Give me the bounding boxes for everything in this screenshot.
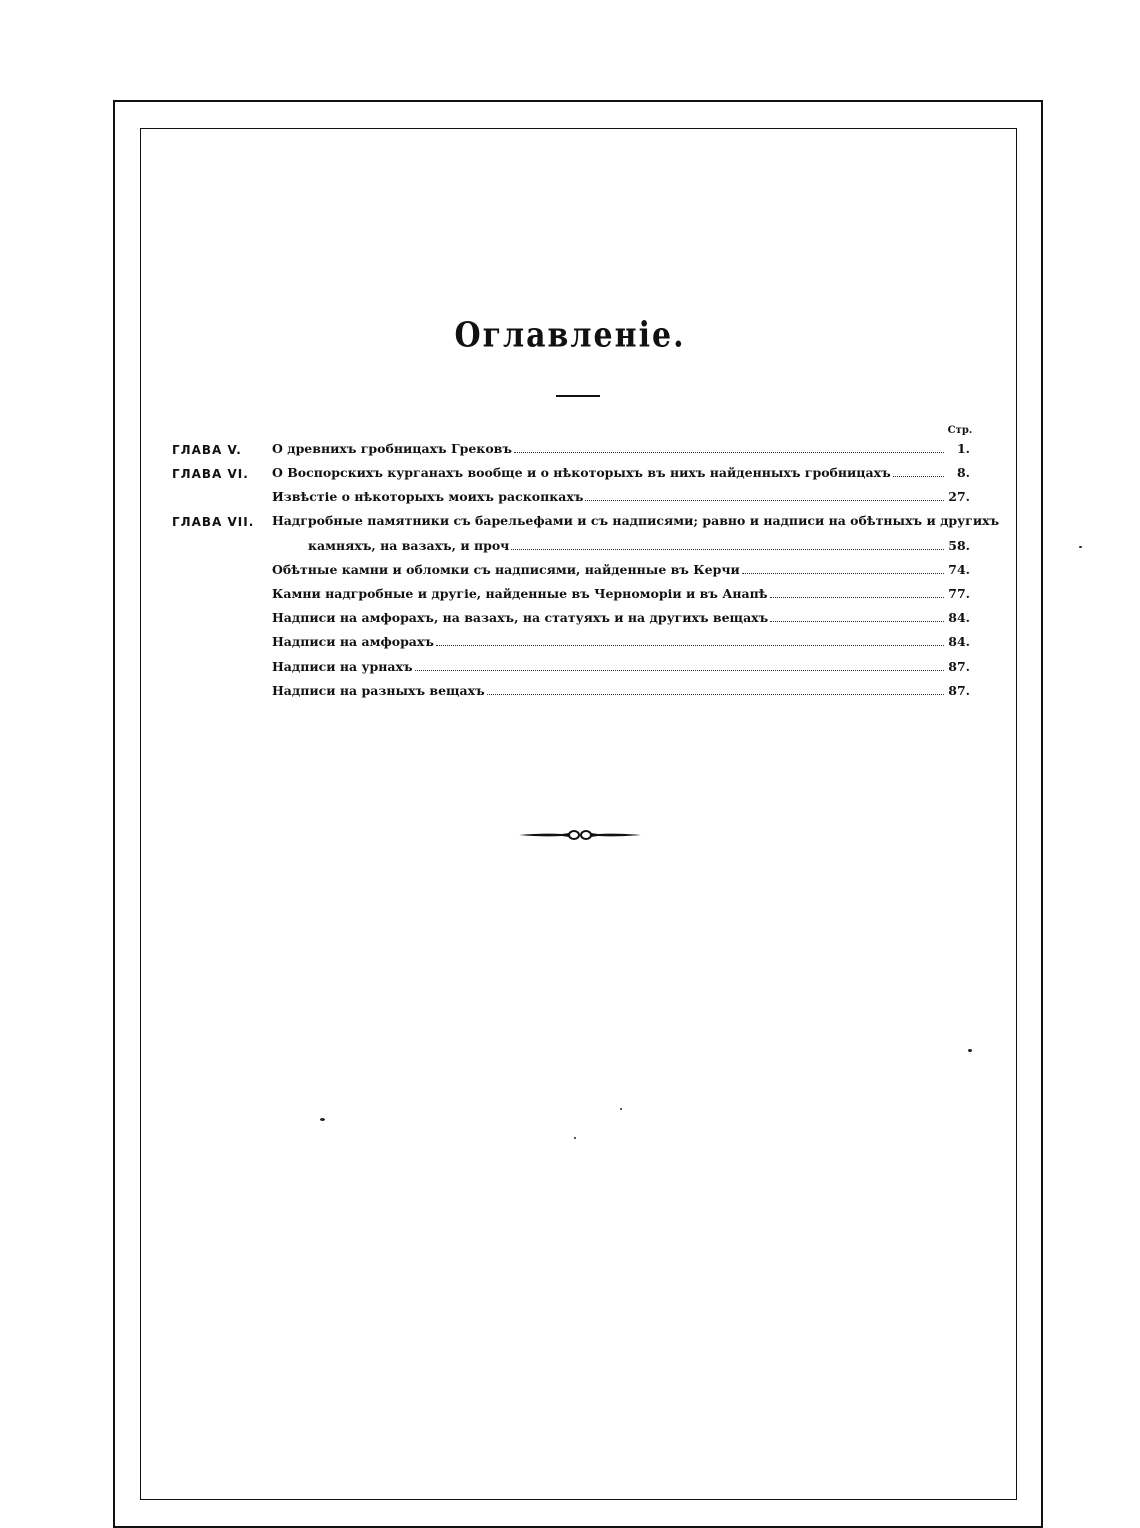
toc-entry-title: Надписи на амфорахъ, на вазахъ, на статуяхъ и на другихъ вещахъ: [272, 610, 769, 625]
leader-dots: [415, 659, 944, 671]
toc-entry: [272, 683, 970, 703]
toc-entry-page: 84.: [948, 610, 970, 625]
toc-entry-page: 8.: [956, 465, 970, 480]
toc-entry-title: Обѣтные камни и обломки съ надписями, найденные въ Керчи: [272, 562, 740, 577]
toc-entry: [272, 659, 970, 679]
leader-dots: [514, 441, 944, 453]
scan-speck: [574, 1137, 576, 1139]
toc-entry-title: Надгробные памятники съ барельефами и съ надписями; равно и надписи на обѣтныхъ и другихъ: [272, 513, 1000, 528]
toc-entry-page: 58.: [948, 538, 970, 553]
toc-entry-page: 74.: [948, 562, 970, 577]
leader-dots: [487, 683, 944, 695]
leader-dots: [770, 586, 944, 598]
leader-dots: [585, 489, 944, 501]
toc-entry: [272, 489, 970, 509]
ornament-divider: [517, 827, 643, 843]
toc-entry-title: Извѣстіе о нѣкоторыхъ моихъ раскопкахъ: [272, 489, 584, 504]
toc-entry: [272, 562, 970, 582]
scan-speck: [968, 1049, 972, 1052]
toc-entry: [272, 586, 970, 606]
page-column-label: Стр.: [947, 425, 973, 436]
toc-entry-page: 87.: [948, 683, 970, 698]
toc-entry-page: 84.: [948, 634, 970, 649]
toc-entry: [272, 465, 970, 485]
chapter-label: ГЛАВА VI.: [172, 467, 249, 481]
toc-entry-title: О древнихъ гробницахъ Грековъ: [272, 441, 512, 456]
scan-speck: [320, 1118, 325, 1121]
toc-entry-title: О Воспорскихъ курганахъ вообще и о нѣкоторыхъ въ нихъ найденныхъ гробницахъ: [272, 465, 891, 480]
toc-entry: [272, 441, 970, 461]
leader-dots: [511, 538, 944, 550]
toc-entry-page: 27.: [948, 489, 970, 504]
toc-entry-page: 1.: [956, 441, 970, 456]
toc-entry: [308, 538, 970, 558]
scan-speck: [1079, 546, 1082, 548]
toc-entry-title: Надписи на амфорахъ: [272, 634, 434, 649]
leader-dots: [436, 634, 944, 646]
toc-entry: [272, 513, 1000, 533]
leader-dots: [770, 610, 944, 622]
scan-speck: [620, 1108, 622, 1110]
toc-entry: [272, 610, 970, 630]
toc-entry-title: Камни надгробные и другіе, найденные въ Черноморіи и въ Анапѣ: [272, 586, 768, 601]
leader-dots: [893, 465, 944, 477]
toc-entry: [272, 634, 970, 654]
toc-entry-page: 87.: [948, 659, 970, 674]
leader-dots: [742, 562, 944, 574]
toc-entry-title: Надписи на урнахъ: [272, 659, 413, 674]
title-underline: [556, 395, 600, 397]
chapter-label: ГЛАВА V.: [172, 443, 242, 457]
toc-entry-page: 77.: [948, 586, 970, 601]
toc-entry-title: камняхъ, на вазахъ, и проч: [308, 538, 510, 553]
page-title: Оглавленіе.: [454, 315, 686, 356]
chapter-label: ГЛАВА VII.: [172, 515, 255, 529]
toc-entry-title: Надписи на разныхъ вещахъ: [272, 683, 485, 698]
